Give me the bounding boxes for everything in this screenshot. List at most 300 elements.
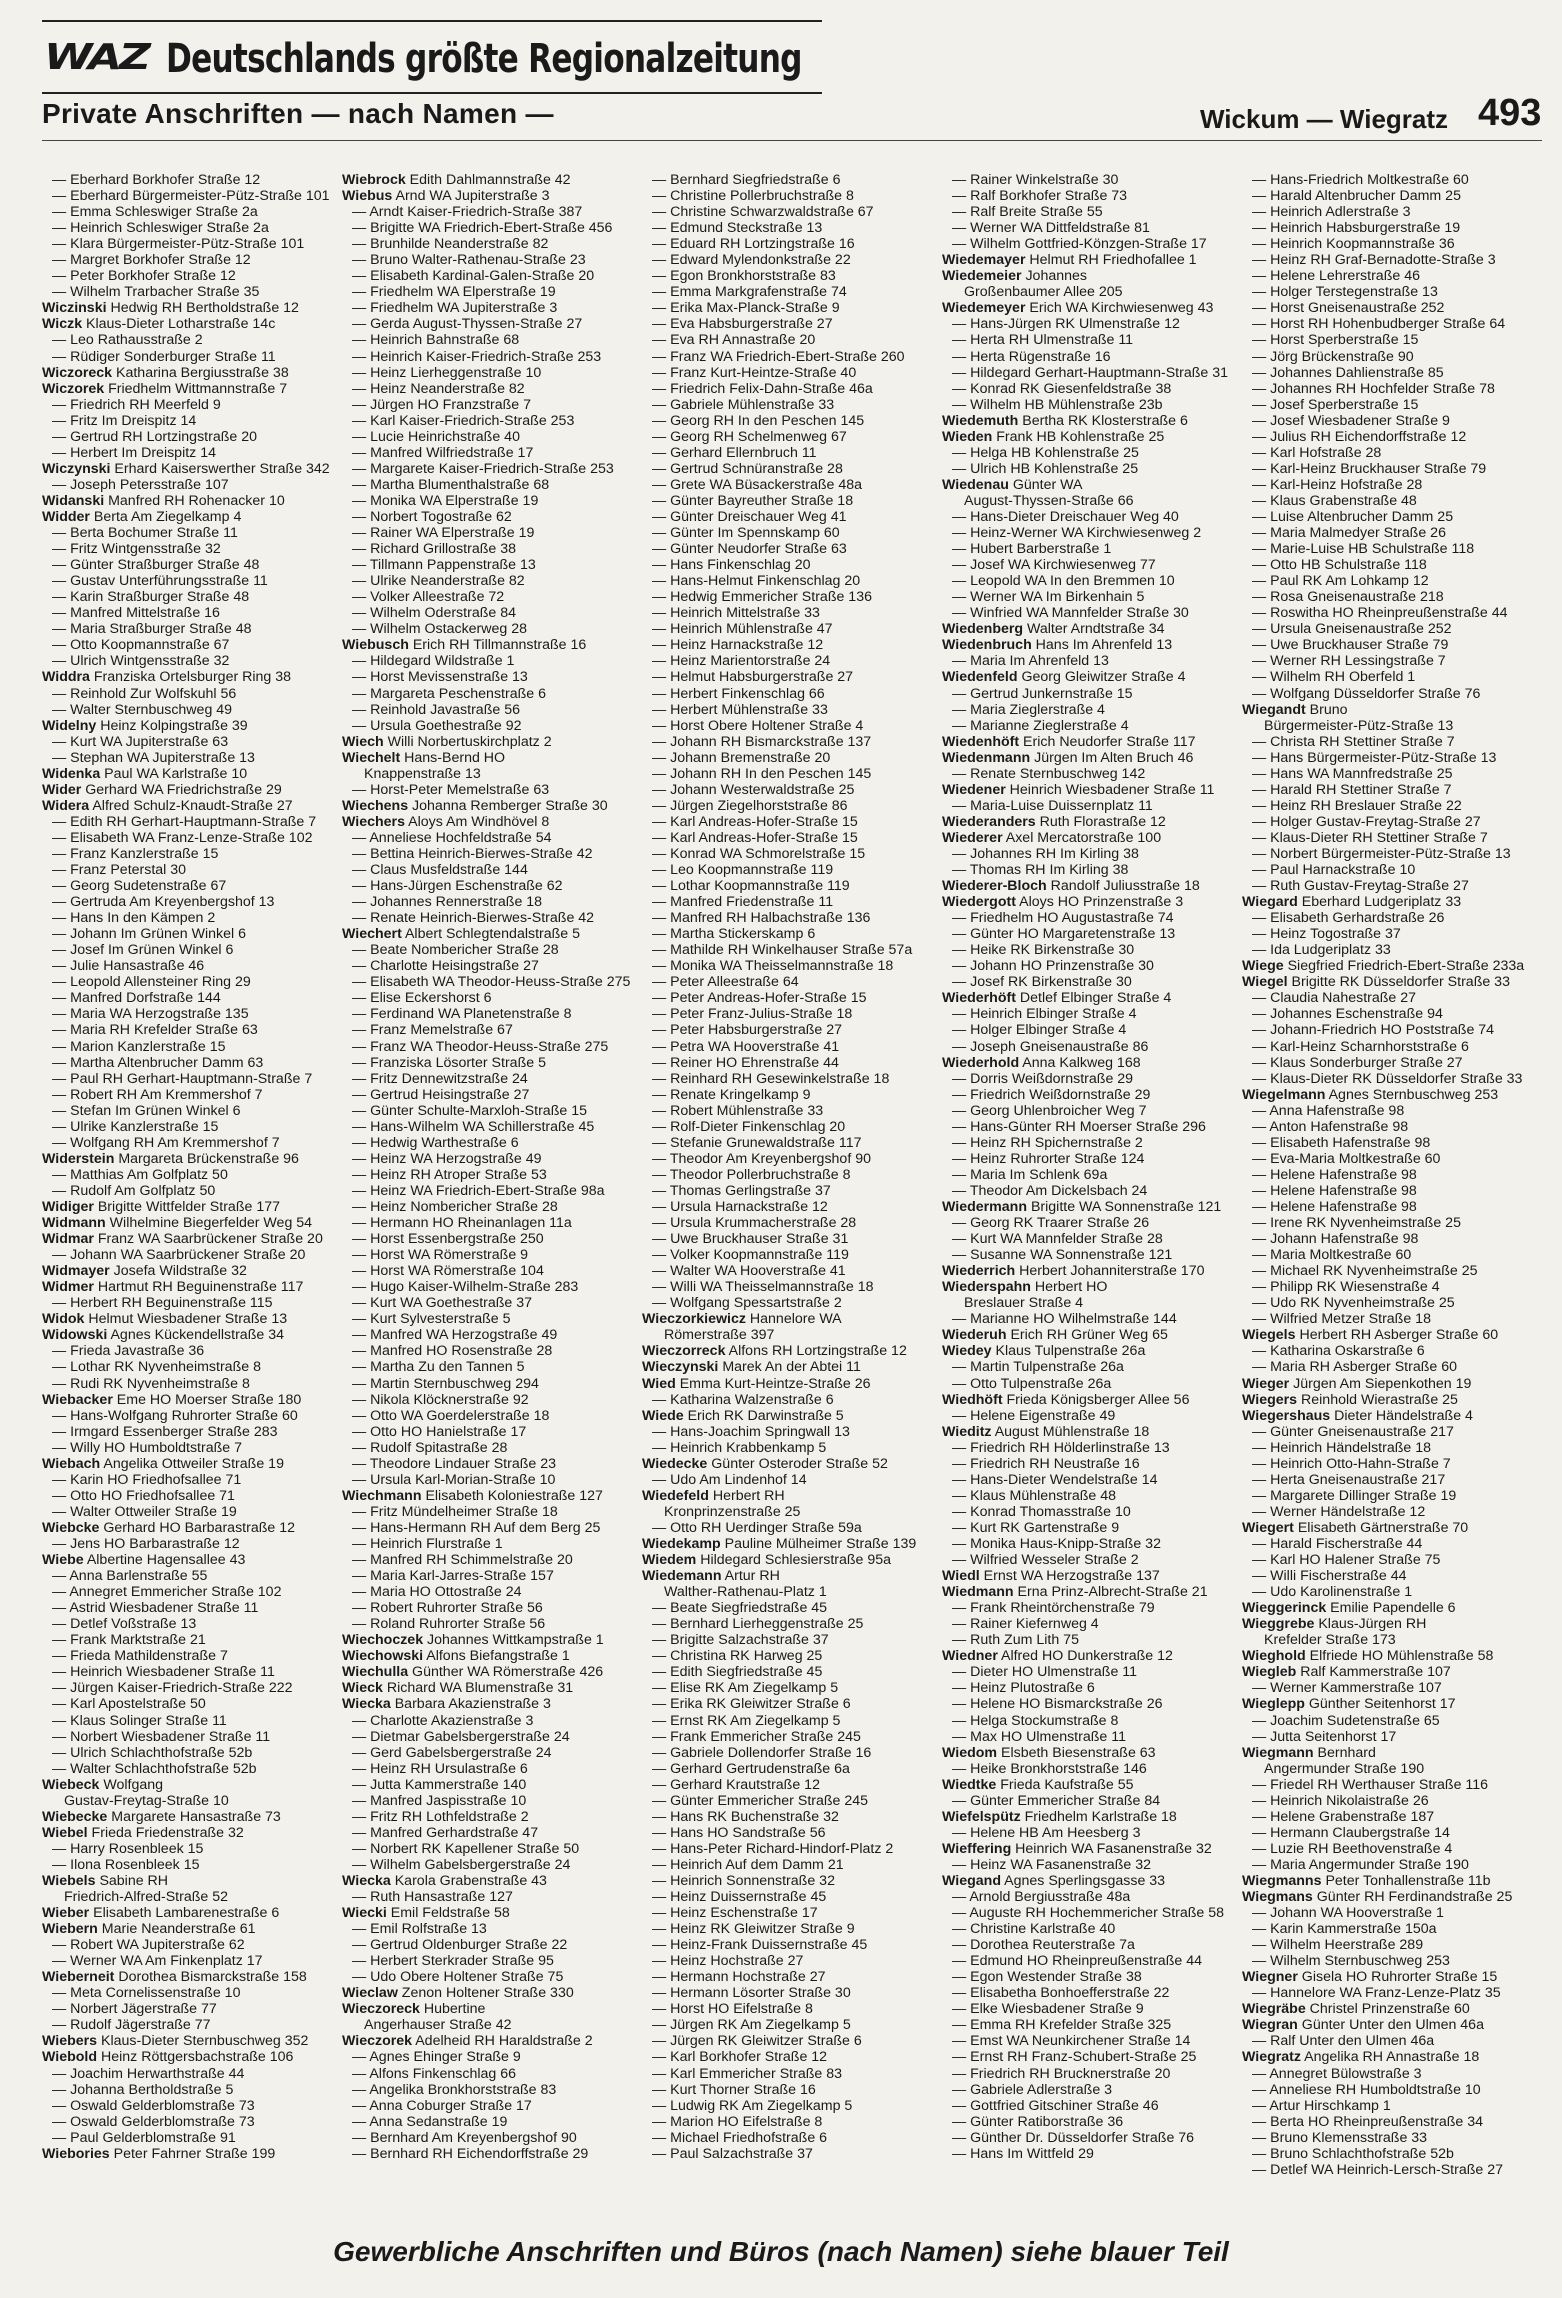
surname: Wiechowski <box>342 1648 424 1665</box>
directory-entry: — Paul Harnackstraße 10 <box>1252 862 1416 879</box>
directory-entry: — Herbert RH Beguinenstraße 115 <box>52 1295 273 1312</box>
directory-entry: Wiebach Angelika Ottweiler Straße 19 <box>42 1455 284 1472</box>
directory-entry: — Willy HO Humboldtstraße 7 <box>52 1439 242 1456</box>
directory-entry: — Herta Gneisenaustraße 217 <box>1252 1471 1446 1488</box>
surname: Widder <box>42 508 90 525</box>
directory-entry: — Horst Gneisenaustraße 252 <box>1252 300 1445 317</box>
directory-entry: — Anton Hafenstraße 98 <box>1252 1118 1409 1135</box>
directory-entry: — Frieda Mathildenstraße 7 <box>52 1648 228 1665</box>
surname: Wiefelspütz <box>942 1808 1021 1825</box>
directory-entry: — Klaus-Dieter RK Düsseldorfer Straße 33 <box>1252 1070 1523 1087</box>
directory-entry: — Maria Moltkestraße 60 <box>1252 1247 1412 1264</box>
directory-entry: Wiebacker Eme HO Moerser Straße 180 <box>42 1391 302 1408</box>
directory-entry: — Jens HO Barbarastraße 12 <box>52 1535 240 1552</box>
directory-entry: — Ruth Hansastraße 127 <box>352 1889 513 1906</box>
directory-entry: — Hans-Jürgen Eschenstraße 62 <box>352 878 563 895</box>
surname: Wiebe <box>42 1552 84 1569</box>
directory-entry: Wieczoreck Hubertine <box>342 2001 486 2018</box>
surname: Wiecka <box>342 1872 391 1889</box>
directory-entry: — Norbert RK Kapellener Straße 50 <box>352 1840 580 1857</box>
surname: Wiedmann <box>942 1584 1014 1601</box>
directory-entry: — Eva Habsburgerstraße 27 <box>652 316 833 333</box>
directory-entry: — Stefanie Grunewaldstraße 117 <box>652 1134 862 1151</box>
directory-entry: — Agnes Ehinger Straße 9 <box>352 2049 521 2066</box>
directory-entry: — Elise Eckershorst 6 <box>352 990 492 1007</box>
directory-entry: — Kurt Thorner Straße 16 <box>652 2081 816 2098</box>
directory-entry: — Hans-Wilhelm WA Schillerstraße 45 <box>352 1118 595 1135</box>
directory-entry: — Heinz WA Herzogstraße 49 <box>352 1150 542 1167</box>
surname: Wieczorkiewicz <box>642 1311 746 1328</box>
directory-entry: — Heike Bronkhorststraße 146 <box>952 1760 1147 1777</box>
directory-entry: — Joachim Sudetenstraße 65 <box>1252 1712 1440 1729</box>
directory-entry: Wiebrock Edith Dahlmannstraße 42 <box>342 172 571 188</box>
surname: Wiedtke <box>942 1776 997 1793</box>
directory-entry: — Robert Ruhrorter Straße 56 <box>352 1600 543 1617</box>
surname: Wiczorek <box>42 380 105 397</box>
directory-entry: — Johann Hafenstraße 98 <box>1252 1231 1419 1248</box>
surname: Wiedenbruch <box>942 637 1032 654</box>
directory-entry: — Meta Cornelissenstraße 10 <box>52 1985 241 2002</box>
directory-entry: — Otto HB Schulstraße 118 <box>1252 557 1427 574</box>
directory-entry: — Klaus Mühlenstraße 48 <box>952 1487 1117 1504</box>
surname: Wiechert <box>342 926 402 943</box>
directory-entry: — Hans-Hermann RH Auf dem Berg 25 <box>352 1519 601 1536</box>
surname: Wiede <box>642 1407 684 1424</box>
directory-entry: — Walter Schlachthofstraße 52b <box>52 1760 257 1777</box>
surname: Wiegmans <box>1242 1889 1313 1906</box>
directory-entry: — Konrad Thomasstraße 10 <box>952 1503 1131 1520</box>
surname: Wiczynski <box>42 460 111 477</box>
directory-entry: — Franz Kurt-Heintze-Straße 40 <box>652 364 857 381</box>
directory-entry: — Stefan Im Grünen Winkel 6 <box>52 1102 241 1119</box>
directory-entry: — Werner Händelstraße 12 <box>1252 1503 1426 1520</box>
directory-entry: — Alfons Finkenschlag 66 <box>352 2065 517 2082</box>
directory-entry: — Kurt WA Jupiterstraße 63 <box>52 733 229 750</box>
directory-entry: — Manfred Gerhardstraße 47 <box>352 1824 539 1841</box>
surname: Wieglepp <box>1242 1696 1305 1713</box>
directory-entry: Wiedemeier Johannes <box>942 268 1087 285</box>
surname: Wiedermann <box>942 1199 1028 1215</box>
directory-entry: — Susanne WA Sonnenstraße 121 <box>952 1247 1173 1264</box>
directory-entry: — Reiner HO Ehrenstraße 44 <box>652 1054 839 1071</box>
column-5 <box>1242 172 1542 2212</box>
directory-entry: — Friedrich Felix-Dahn-Straße 46a <box>652 380 873 397</box>
directory-entry: — Georg RH Schelmenweg 67 <box>652 428 847 445</box>
directory-entry: — Joseph Petersstraße 107 <box>52 476 229 493</box>
directory-entry: — Hans-Dieter Dreischauer Weg 40 <box>952 508 1179 525</box>
directory-entry: — Udo Karolinenstraße 1 <box>1252 1584 1413 1601</box>
directory-entry: — Marie-Luise HB Schulstraße 118 <box>1252 541 1475 558</box>
directory-entry: — Friedhelm HO Augustastraße 74 <box>952 910 1174 927</box>
surname: Wiebern <box>42 1921 98 1938</box>
directory-entry: — Oswald Gelderblomstraße 73 <box>52 2097 255 2114</box>
directory-entry: — Manfred HO Rosenstraße 28 <box>352 1343 553 1360</box>
directory-entry: Wiedemayer Helmut RH Friedhofallee 1 <box>942 252 1197 269</box>
directory-entry: — Fritz Dennewitzstraße 24 <box>352 1070 528 1087</box>
directory-entry: — Ruth Gustav-Freytag-Straße 27 <box>1252 878 1469 895</box>
directory-entry: — Theodor Am Kreyenbergshof 90 <box>652 1150 871 1167</box>
directory-entry: — Rainer WA Elperstraße 19 <box>352 525 535 542</box>
directory-entry: — Hubert Barberstraße 1 <box>952 541 1112 558</box>
surname: Widera <box>42 797 90 814</box>
header-rule <box>42 140 1542 141</box>
directory-entry: — Dorothea Reuterstraße 7a <box>952 1937 1135 1954</box>
directory-entry: — Elisabeth WA Theodor-Heuss-Straße 275 <box>352 974 631 991</box>
directory-entry: — Heinrich Wiesbadener Straße 11 <box>52 1664 275 1681</box>
directory-entry: — Friedel RH Werthauser Straße 116 <box>1252 1776 1489 1793</box>
directory-entry: Wiegandt Bruno <box>1242 701 1348 718</box>
newspaper-logo: WAZ <box>44 37 148 78</box>
directory-entry: — Günter HO Margaretenstraße 13 <box>952 926 1176 943</box>
directory-entry: — Klaus Sonderburger Straße 27 <box>1252 1054 1463 1071</box>
directory-entry: Wieglepp Günther Seitenhorst 17 <box>1242 1696 1456 1713</box>
directory-entry: — Werner Kammerstraße 107 <box>1252 1680 1442 1697</box>
directory-entry: — Werner RH Lessingstraße 7 <box>1252 653 1446 670</box>
top-rule <box>42 20 822 22</box>
directory-entry: Wiederer Axel Mercatorstraße 100 <box>942 829 1162 846</box>
surname: Wieggrebe <box>1242 1616 1315 1633</box>
directory-entry: — Ulrich HB Kohlenstraße 25 <box>952 460 1139 477</box>
surname: Wiedemeyer <box>942 300 1026 317</box>
directory-entry: — Horst WA Römerstraße 104 <box>352 1263 544 1280</box>
directory-entry: Wiechowski Alfons Biefangstraße 1 <box>342 1648 570 1665</box>
surname: Wiege <box>1242 958 1284 975</box>
surname: Wiegelmann <box>1242 1086 1326 1103</box>
directory-entry: — Heinrich Nikolaistraße 26 <box>1252 1792 1429 1809</box>
directory-entry: — Karl Andreas-Hofer-Straße 15 <box>652 829 858 846</box>
directory-entry: — Philipp RK Wiesenstraße 4 <box>1252 1279 1440 1296</box>
directory-entry: — Horst RH Hohenbudberger Straße 64 <box>1252 316 1506 333</box>
directory-entry: — Friedrich RH Neustraße 16 <box>952 1455 1140 1472</box>
directory-entry: Wiebold Heinz Röttgersbachstraße 106 <box>42 2049 294 2066</box>
directory-entry: Wiedemeyer Erich WA Kirchwiesenweg 43 <box>942 300 1214 317</box>
directory-entry: — Hans Bürgermeister-Pütz-Straße 13 <box>1252 749 1497 766</box>
surname: Widanski <box>42 492 105 509</box>
surname: Wiecki <box>342 1905 387 1922</box>
directory-entry: — Maria Straßburger Straße 48 <box>52 621 252 638</box>
surname: Widmann <box>42 1215 106 1232</box>
directory-entry: — Heinz Hochstraße 27 <box>652 1953 804 1970</box>
directory-entry: — Ruth Zum Lith 75 <box>952 1632 1079 1649</box>
directory-entry: Wiedmann Erna Prinz-Albrecht-Straße 21 <box>942 1584 1208 1601</box>
directory-entry: — Manfred RH Schimmelstraße 20 <box>352 1552 573 1569</box>
directory-entry: — Fritz Mündelheimer Straße 18 <box>352 1503 558 1520</box>
directory-entry: Wiecka Karola Grabenstraße 43 <box>342 1872 547 1889</box>
surname: Wiebus <box>342 188 393 205</box>
directory-entry: — Heinrich Otto-Hahn-Straße 7 <box>1252 1455 1451 1472</box>
directory-entry: — Friedrich RH Hölderlinstraße 13 <box>952 1439 1170 1456</box>
directory-entry: Wiederhold Anna Kalkweg 168 <box>942 1054 1141 1071</box>
directory-entry: — Paul Gelderblomstraße 91 <box>52 2129 236 2146</box>
directory-entry: — Manfred WA Herzogstraße 49 <box>352 1327 558 1344</box>
directory-entry: — Maria RH Krefelder Straße 63 <box>52 1022 258 1039</box>
directory-entry: — Heinz RH Graf-Bernadotte-Straße 3 <box>1252 252 1496 269</box>
directory-entry: — Willi Fischerstraße 44 <box>1252 1568 1407 1585</box>
directory-entry: Kronprinzenstraße 25 <box>664 1503 801 1520</box>
directory-entry: — Hans-Dieter Wendelstraße 14 <box>952 1471 1158 1488</box>
surname: Widelny <box>42 717 97 734</box>
directory-entry: — Otto Tulpenstraße 26a <box>952 1375 1112 1392</box>
directory-entry: — Christine Schwarzwaldstraße 67 <box>652 204 874 221</box>
directory-entry: — Emma Markgrafenstraße 74 <box>652 284 847 301</box>
surname: Wied <box>642 1375 676 1392</box>
column-2 <box>342 172 642 2212</box>
directory-entry: — Bernhard Am Kreyenbergshof 90 <box>352 2129 577 2146</box>
directory-entry: Wiebe Albertine Hagensallee 43 <box>42 1552 246 1569</box>
surname: Wiedemann <box>642 1568 722 1585</box>
directory-entry: — Rudolf Spitastraße 28 <box>352 1439 508 1456</box>
directory-entry: — Johannes Eschenstraße 94 <box>1252 1006 1443 1023</box>
directory-entry: — Heinz Lierheggenstraße 10 <box>352 364 542 381</box>
directory-entry: — Wolfgang Düsseldorfer Straße 76 <box>1252 685 1481 702</box>
directory-entry: — Paul RK Am Lohkamp 12 <box>1252 573 1429 590</box>
directory-entry: — Wolfgang Spessartstraße 2 <box>652 1295 842 1312</box>
directory-entry: — Heinz Nombericher Straße 28 <box>352 1199 558 1215</box>
directory-entry: Bürgermeister-Pütz-Straße 13 <box>1264 717 1454 734</box>
directory-entry: — Harald Altenbrucher Damm 25 <box>1252 188 1461 205</box>
directory-entry: — Hans In den Kämpen 2 <box>52 910 216 927</box>
directory-entry: — Ulrich Schlachthofstraße 52b <box>52 1744 253 1761</box>
directory-entry: — Karl HO Halener Straße 75 <box>1252 1552 1441 1569</box>
directory-entry: — Edmund HO Rheinpreußenstraße 44 <box>952 1953 1202 1970</box>
directory-entry: — Hans-Günter RH Moerser Straße 296 <box>952 1118 1206 1135</box>
surname: Wieghold <box>1242 1648 1306 1665</box>
directory-entry: — Luzie RH Beethovenstraße 4 <box>1252 1840 1453 1857</box>
directory-entry: — Heinz RH Ursulastraße 6 <box>352 1760 528 1777</box>
directory-entry: Wiedenbruch Hans Im Ahrenfeld 13 <box>942 637 1173 654</box>
directory-entry: Wiegert Elisabeth Gärtnerstraße 70 <box>1242 1519 1469 1536</box>
surname: Wiedom <box>942 1744 998 1761</box>
surname: Wiebcke <box>42 1519 100 1536</box>
surname: Wieck <box>342 1680 383 1697</box>
directory-entry: — Reinhold Zur Wolfskuhl 56 <box>52 685 237 702</box>
directory-entry: — Ursula Harnackstraße 12 <box>652 1199 828 1215</box>
newspaper-slogan: Deutschlands größte Regionalzeitung <box>165 36 802 82</box>
surname: Wiegmann <box>1242 1744 1314 1761</box>
directory-entry: — Gertrud Schnüranstraße 28 <box>652 460 843 477</box>
surname: Wiech <box>342 733 384 750</box>
directory-entry: Widelny Heinz Kolpingstraße 39 <box>42 717 248 734</box>
directory-entry: — Hannelore WA Franz-Lenze-Platz 35 <box>1252 1985 1501 2002</box>
directory-entry: — Konrad WA Schmorelstraße 15 <box>652 845 866 862</box>
directory-entry: — Johann WA Saarbrückener Straße 20 <box>52 1247 306 1264</box>
directory-entry: — Helga Stockumstraße 8 <box>952 1712 1119 1729</box>
directory-entry: — Heinz Plutostraße 6 <box>952 1680 1095 1697</box>
directory-entry: — Frank Marktstraße 21 <box>52 1632 206 1649</box>
directory-entry: — Michael Friedhofstraße 6 <box>652 2129 828 2146</box>
directory-entry: — Frank Rheintörchenstraße 79 <box>952 1600 1155 1617</box>
directory-entry: — Elisabeth Kardinal-Galen-Straße 20 <box>352 268 595 285</box>
directory-entry: — Anna Coburger Straße 17 <box>352 2097 532 2114</box>
surname: Wiegner <box>1242 1969 1298 1986</box>
directory-entry: — Ulrich Wintgensstraße 32 <box>52 653 230 670</box>
directory-entry: — Heinz Harnackstraße 12 <box>652 637 824 654</box>
directory-entry: Wider Gerhard WA Friedrichstraße 29 <box>42 781 282 798</box>
directory-entry: — Elisabeth Hafenstraße 98 <box>1252 1134 1431 1151</box>
surname: Widdra <box>42 669 90 686</box>
directory-entry: Wiegels Herbert RH Asberger Straße 60 <box>1242 1327 1499 1344</box>
directory-entry: Wieclaw Zenon Holtener Straße 330 <box>342 1985 574 2002</box>
directory-entry: — Volker Alleestraße 72 <box>352 589 505 606</box>
directory-entry: Wieffering Heinrich WA Fasanenstraße 32 <box>942 1840 1212 1857</box>
directory-entry: — Maria HO Ottostraße 24 <box>352 1584 522 1601</box>
surname: Wiedenfeld <box>942 669 1018 686</box>
directory-entry: Wieditz August Mühlenstraße 18 <box>942 1423 1150 1440</box>
directory-entry: Wieczorek Adelheid RH Haraldstraße 2 <box>342 2033 593 2050</box>
directory-entry: Wiechers Aloys Am Windhövel 8 <box>342 813 550 830</box>
surname: Wiederuh <box>942 1327 1007 1344</box>
directory-entry: — Walter Ottweiler Straße 19 <box>52 1503 237 1520</box>
directory-entry: — Maria-Luise Duissernplatz 11 <box>952 797 1153 814</box>
directory-entry: — Anna Barlenstraße 55 <box>52 1568 208 1585</box>
directory-entry: — Grete WA Büsackerstraße 48a <box>652 476 862 493</box>
surname: Wiechoczek <box>342 1632 424 1649</box>
directory-entry: — Karl Andreas-Hofer-Straße 15 <box>652 813 858 830</box>
directory-entry: Wiederanders Ruth Florastraße 12 <box>942 813 1166 830</box>
surname: Wiebers <box>42 2033 98 2050</box>
directory-entry: — Helga HB Kohlenstraße 25 <box>952 444 1139 461</box>
directory-entry: — Karl Kaiser-Friedrich-Straße 253 <box>352 412 575 429</box>
directory-entry: — Leo Rathausstraße 2 <box>52 332 203 349</box>
directory-entry: — Detlef WA Heinrich-Lersch-Straße 27 <box>1252 2161 1503 2178</box>
directory-entry: Wiedhöft Frieda Königsberger Allee 56 <box>942 1391 1190 1408</box>
directory-entry: — Heinz Neanderstraße 82 <box>352 380 525 397</box>
directory-entry: — Bernhard RH Eichendorffstraße 29 <box>352 2145 589 2162</box>
directory-entry: — Egon Bronkhorststraße 83 <box>652 268 836 285</box>
directory-entry: — Ulrike Neanderstraße 82 <box>352 573 525 590</box>
surname: Wiegard <box>1242 894 1298 911</box>
directory-entry: — Werner WA Dittfeldstraße 81 <box>952 220 1150 237</box>
directory-entry: Wiebus Arnd WA Jupiterstraße 3 <box>342 188 550 205</box>
directory-entry: — Marianne Zieglerstraße 4 <box>952 717 1129 734</box>
directory-entry: — Harry Rosenbleek 15 <box>52 1840 204 1857</box>
surname: Wiedl <box>942 1568 980 1585</box>
surname: Wiedner <box>942 1648 998 1665</box>
directory-entry: Wiedenau Günter WA <box>942 476 1083 493</box>
directory-entry: — Gertrud Oldenburger Straße 22 <box>352 1937 568 1954</box>
directory-entry: — Ernst RH Franz-Schubert-Straße 25 <box>952 2049 1197 2066</box>
directory-entry: Wiederspahn Herbert HO <box>942 1279 1108 1296</box>
directory-entry: — Herta RH Ulmenstraße 11 <box>952 332 1134 349</box>
directory-entry: — Monika WA Theisselmannstraße 18 <box>652 958 894 975</box>
directory-entry: Wiebecke Margarete Hansastraße 73 <box>42 1808 281 1825</box>
directory-entry: — Dieter HO Ulmenstraße 11 <box>952 1664 1138 1681</box>
directory-entry: — Karl Borkhofer Straße 12 <box>652 2049 828 2066</box>
directory-entry: — Martin Tulpenstraße 26a <box>952 1359 1124 1376</box>
directory-entry: — Hans Finkenschlag 20 <box>652 557 811 574</box>
directory-entry: — Stephan WA Jupiterstraße 13 <box>52 749 255 766</box>
directory-entry: — Hildegard Wildstraße 1 <box>352 653 515 670</box>
directory-entry: — Gertrud Junkernstraße 15 <box>952 685 1133 702</box>
directory-entry: Knappenstraße 13 <box>364 765 481 782</box>
directory-entry: — Johanna Bertholdstraße 5 <box>52 2081 234 2098</box>
surname: Wiebold <box>42 2049 98 2066</box>
directory-entry: — Helmut Habsburgerstraße 27 <box>652 669 854 686</box>
surname: Widerstein <box>42 1150 115 1167</box>
directory-entry: — Ursula Krummacherstraße 28 <box>652 1215 857 1232</box>
directory-entry: Wiederuh Erich RH Grüner Weg 65 <box>942 1327 1168 1344</box>
directory-entry: — Maria WA Herzogstraße 135 <box>52 1006 249 1023</box>
directory-entry: — Ilona Rosenbleek 15 <box>52 1856 200 1873</box>
directory-entry: Wiedecke Günter Osteroder Straße 52 <box>642 1455 888 1472</box>
directory-entry: — Monika Haus-Knipp-Straße 32 <box>952 1535 1161 1552</box>
directory-entry: — Claus Musfeldstraße 144 <box>352 862 528 879</box>
directory-entry: Widenka Paul WA Karlstraße 10 <box>42 765 248 782</box>
directory-entry: Wiebcke Gerhard HO Barbarastraße 12 <box>42 1519 295 1536</box>
directory-entry: — Wilhelm Trarbacher Straße 35 <box>52 284 260 301</box>
directory-entry: — Josef WA Kirchwiesenweg 77 <box>952 557 1156 574</box>
masthead <box>44 32 981 83</box>
surname: Wiczk <box>42 316 83 333</box>
directory-entry: — Edith RH Gerhart-Hauptmann-Straße 7 <box>52 813 317 830</box>
directory-entry: — Maria Karl-Jarres-Straße 157 <box>352 1568 554 1585</box>
surname: Wiedemayer <box>942 252 1026 269</box>
directory-entry: — Werner WA Im Birkenhain 5 <box>952 589 1145 606</box>
directory-entry: Widowski Agnes Kückendellstraße 34 <box>42 1327 284 1344</box>
directory-entry: — Tillmann Pappenstraße 13 <box>352 557 536 574</box>
directory-entry: — Günter Bayreuther Straße 18 <box>652 492 854 509</box>
directory-entry: — Peter Andreas-Hofer-Straße 15 <box>652 990 867 1007</box>
surname: Wiebels <box>42 1872 96 1889</box>
directory-entry: — Martha Altenbrucher Damm 63 <box>52 1054 264 1071</box>
directory-entry: — Jutta Kammerstraße 140 <box>352 1776 527 1793</box>
directory-entry: — Hermann HO Rheinanlagen 11a <box>352 1215 572 1232</box>
directory-entry: — Dietmar Gabelsbergerstraße 24 <box>352 1728 570 1745</box>
directory-entry: — Marion Kanzlerstraße 15 <box>52 1038 226 1055</box>
directory-entry: — Holger Elbinger Straße 4 <box>952 1022 1127 1039</box>
surname: Wiczinski <box>42 300 107 317</box>
surname: Wiebeck <box>42 1776 100 1793</box>
directory-entry: August-Thyssen-Straße 66 <box>964 492 1134 509</box>
directory-entry: — Josef Im Grünen Winkel 6 <box>52 942 234 959</box>
directory-entry: — Friedrich RH Meerfeld 9 <box>52 396 221 413</box>
directory-entry: — Peter Borkhofer Straße 12 <box>52 268 236 285</box>
directory-entry: — Paul Salzachstraße 37 <box>652 2145 813 2162</box>
directory-entry: — Horst-Peter Memelstraße 63 <box>352 781 550 798</box>
directory-entry: — Heinrich Händelstraße 18 <box>1252 1439 1431 1456</box>
directory-entry: — Harald Fischerstraße 44 <box>1252 1535 1423 1552</box>
directory-entry: — Karin Kammerstraße 150a <box>1252 1921 1437 1938</box>
directory-entry: — Ursula Gneisenaustraße 252 <box>1252 621 1452 638</box>
surname: Wiedemuth <box>942 412 1019 429</box>
directory-entry: — Horst WA Römerstraße 9 <box>352 1247 529 1264</box>
directory-entry: — Heinrich Mittelstraße 33 <box>652 605 820 622</box>
directory-entry: — Johann Westerwaldstraße 25 <box>652 781 855 798</box>
directory-entry: — Thomas RH Im Kirling 38 <box>952 862 1129 879</box>
directory-entry: — Gerhard Gertrudenstraße 6a <box>652 1760 850 1777</box>
directory-entry: Wieggrebe Klaus-Jürgen RH <box>1242 1616 1427 1633</box>
directory-entry: — Peter Habsburgerstraße 27 <box>652 1022 843 1039</box>
surname: Wiedener <box>942 781 1006 798</box>
directory-entry: — Ralf Borkhofer Straße 73 <box>952 188 1128 205</box>
directory-entry: Wiedl Ernst WA Herzogstraße 137 <box>942 1568 1160 1585</box>
directory-entry: — Heinrich Schleswiger Straße 2a <box>52 220 269 237</box>
directory-entry: — Jürgen RK Gleiwitzer Straße 6 <box>652 2033 862 2050</box>
directory-entry: — Gabriele Adlerstraße 3 <box>952 2081 1113 2098</box>
directory-entry: Wiebern Marie Neanderstraße 61 <box>42 1921 256 1938</box>
directory-entry: — Ralf Breite Straße 55 <box>952 204 1103 221</box>
directory-entry: — Franz Kanzlerstraße 15 <box>52 845 219 862</box>
directory-entry: — Georg Sudetenstraße 67 <box>52 878 227 895</box>
directory-entry: Wiedemuth Bertha RK Klosterstraße 6 <box>942 412 1188 429</box>
directory-entry: — Günter Neudorfer Straße 63 <box>652 541 847 558</box>
directory-entry: — Hugo Kaiser-Wilhelm-Straße 283 <box>352 1279 579 1296</box>
directory-entry: — Otto HO Friedhofsallee 71 <box>52 1487 235 1504</box>
directory-entry: — Hans-Helmut Finkenschlag 20 <box>652 573 861 590</box>
directory-entry: — Anna Sedanstraße 19 <box>352 2113 508 2130</box>
directory-entry: — Johann Bremenstraße 20 <box>652 749 831 766</box>
directory-entry: — Günter Emmericher Straße 245 <box>652 1792 869 1809</box>
